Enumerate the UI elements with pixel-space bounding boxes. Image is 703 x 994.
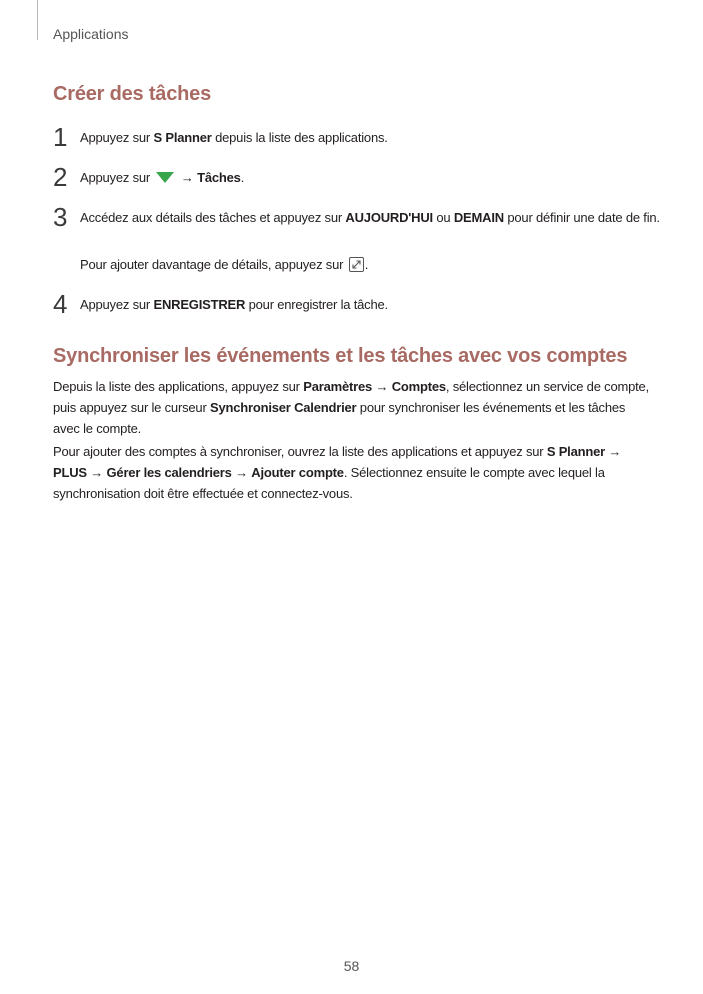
section-title-create-tasks: Créer des tâches	[53, 83, 212, 105]
running-header: Applications	[53, 26, 129, 42]
step-3-subtext: Pour ajouter davantage de détails, appuyez sur .	[80, 257, 369, 272]
page-number: 58	[343, 958, 360, 974]
sync-paragraph-2: Pour ajouter des comptes à synchroniser, ouvrez la liste des applications et appuyez sur S Planner → PLUS → Gérer les calendriers → Ajouter compte. Sélectionnez ensuite le compte avec lequel la synchronisation doit être effectuée et connectez-vous.	[53, 444, 622, 501]
expand-details-icon	[349, 257, 364, 272]
step-1-text: Appuyez sur S Planner depuis la liste des applications.	[80, 130, 388, 145]
step-number-3: 3	[53, 202, 68, 232]
step-3-text: Accédez aux détails des tâches et appuyez sur AUJOURD'HUI ou DEMAIN pour définir une date de fin.	[80, 210, 660, 225]
dropdown-triangle-icon	[156, 172, 174, 183]
corner-rule	[37, 0, 38, 40]
step-4-text: Appuyez sur ENREGISTRER pour enregistrer la tâche.	[80, 297, 388, 312]
step-number-1: 1	[53, 122, 68, 152]
step-2-text: Appuyez sur → Tâches.	[80, 170, 245, 185]
sync-paragraph-1: Depuis la liste des applications, appuyez sur Paramètres → Comptes, sélectionnez un service de compte, puis appuyez sur le curseur Synchroniser Calendrier pour synchroniser les événements et les tâches avec le compte.	[53, 379, 649, 436]
step-number-2: 2	[53, 162, 68, 192]
section-title-sync: Synchroniser les événements et les tâches avec vos comptes	[53, 345, 628, 367]
step-number-4: 4	[53, 289, 68, 319]
